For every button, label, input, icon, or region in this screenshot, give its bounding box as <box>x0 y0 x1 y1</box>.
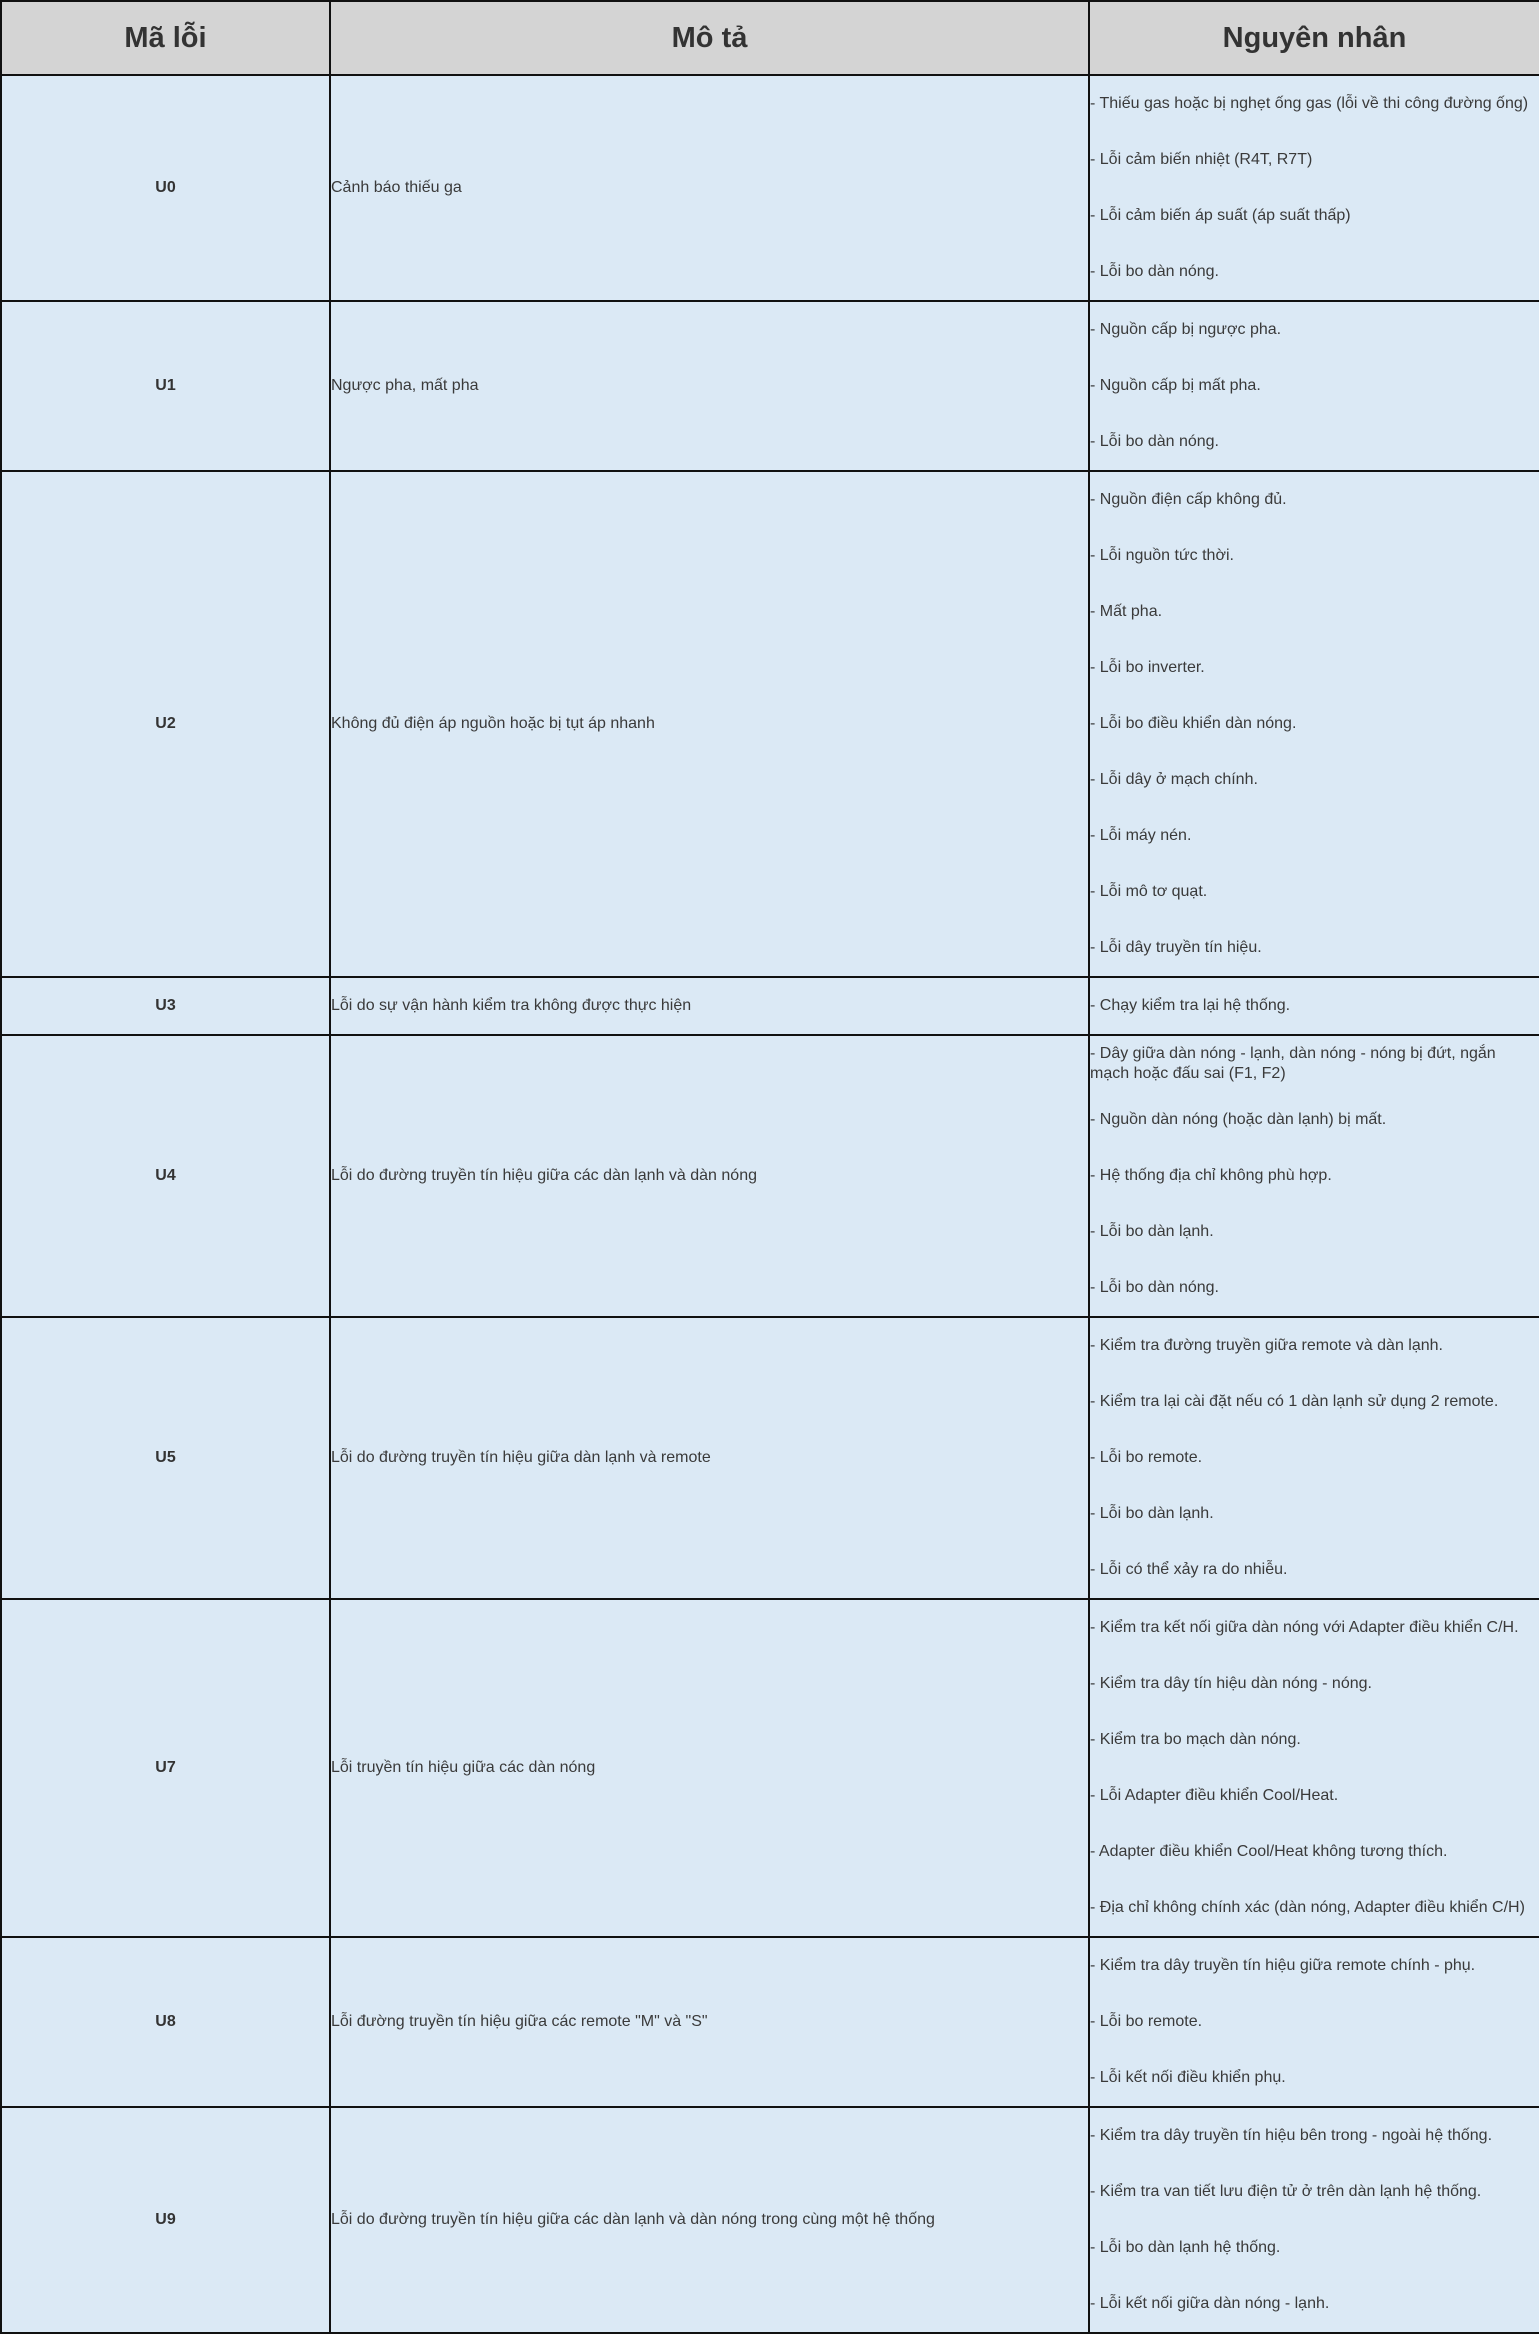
cause-item: - Thiếu gas hoặc bị nghẹt ống gas (lỗi về thi công đường ống) <box>1090 95 1529 112</box>
cause-item: - Hệ thống địa chỉ không phù hợp. <box>1090 1167 1332 1184</box>
cause-list <box>1090 1938 1539 2106</box>
table-row <box>1 1035 1539 1317</box>
error-description: Lỗi truyền tín hiệu giữa các dàn nóng <box>330 1599 1089 1937</box>
cause-item: - Địa chỉ không chính xác (dàn nóng, Adapter điều khiển C/H) <box>1090 1899 1525 1916</box>
cause-list <box>1090 1036 1539 1316</box>
cause-item: - Kiểm tra bo mạch dàn nóng. <box>1090 1731 1301 1748</box>
cause-item: - Mất pha. <box>1090 603 1163 620</box>
error-description: Không đủ điện áp nguồn hoặc bị tụt áp nhanh <box>330 471 1089 977</box>
cause-item: - Lỗi mô tơ quạt. <box>1090 883 1208 900</box>
error-causes <box>1089 471 1539 977</box>
error-code: U4 <box>1 1035 330 1317</box>
error-causes <box>1089 75 1539 301</box>
error-causes <box>1089 977 1539 1035</box>
error-causes <box>1089 2107 1539 2333</box>
cause-item: - Lỗi bo dàn lạnh. <box>1090 1223 1214 1240</box>
error-causes <box>1089 1599 1539 1937</box>
error-causes <box>1089 1035 1539 1317</box>
table-row <box>1 977 1539 1035</box>
table-row <box>1 1937 1539 2107</box>
cause-item: - Lỗi bo dàn nóng. <box>1090 433 1219 450</box>
cause-item: - Lỗi bo điều khiển dàn nóng. <box>1090 715 1297 732</box>
error-causes <box>1089 1937 1539 2107</box>
error-causes <box>1089 301 1539 471</box>
cause-item: - Lỗi bo dàn nóng. <box>1090 263 1219 280</box>
header-causes: Nguyên nhân <box>1089 1 1539 75</box>
error-causes <box>1089 1317 1539 1599</box>
table-row <box>1 1599 1539 1937</box>
table-row <box>1 471 1539 977</box>
error-description: Lỗi do đường truyền tín hiệu giữa các dàn lạnh và dàn nóng <box>330 1035 1089 1317</box>
cause-list <box>1090 1600 1539 1936</box>
header-description: Mô tả <box>330 1 1089 75</box>
cause-item: - Kiểm tra kết nối giữa dàn nóng với Adapter điều khiển C/H. <box>1090 1619 1519 1636</box>
cause-item: - Lỗi nguồn tức thời. <box>1090 547 1234 564</box>
table-row <box>1 2107 1539 2333</box>
cause-item: - Lỗi bo remote. <box>1090 1449 1203 1466</box>
cause-item: - Lỗi dây truyền tín hiệu. <box>1090 939 1262 956</box>
cause-list <box>1090 302 1539 470</box>
table-row <box>1 1317 1539 1599</box>
cause-list <box>1090 472 1539 976</box>
error-description: Lỗi đường truyền tín hiệu giữa các remote "M" và "S" <box>330 1937 1089 2107</box>
cause-item: - Lỗi bo remote. <box>1090 2013 1203 2030</box>
cause-item: - Lỗi cảm biến nhiệt (R4T, R7T) <box>1090 151 1313 168</box>
cause-item: - Lỗi dây ở mạch chính. <box>1090 771 1258 788</box>
header-row <box>1 1 1539 75</box>
cause-item: - Kiểm tra van tiết lưu điện tử ở trên dàn lạnh hệ thống. <box>1090 2183 1482 2200</box>
cause-item: - Lỗi bo dàn lạnh. <box>1090 1505 1214 1522</box>
error-description: Lỗi do đường truyền tín hiệu giữa các dàn lạnh và dàn nóng trong cùng một hệ thống <box>330 2107 1089 2333</box>
error-code: U1 <box>1 301 330 471</box>
cause-item: - Kiểm tra lại cài đặt nếu có 1 dàn lạnh sử dụng 2 remote. <box>1090 1393 1499 1410</box>
cause-item: - Nguồn cấp bị mất pha. <box>1090 377 1261 394</box>
cause-item: - Lỗi kết nối điều khiển phụ. <box>1090 2069 1286 2086</box>
table-row <box>1 75 1539 301</box>
cause-list <box>1090 2108 1539 2332</box>
cause-item: - Lỗi có thể xảy ra do nhiễu. <box>1090 1561 1288 1578</box>
cause-item: - Nguồn dàn nóng (hoặc dàn lạnh) bị mất. <box>1090 1111 1387 1128</box>
cause-item: - Lỗi kết nối giữa dàn nóng - lạnh. <box>1090 2295 1330 2312</box>
cause-item: - Chạy kiểm tra lại hệ thống. <box>1090 997 1291 1014</box>
cause-list <box>1090 1318 1539 1598</box>
error-code: U2 <box>1 471 330 977</box>
error-code: U7 <box>1 1599 330 1937</box>
table-row <box>1 301 1539 471</box>
error-code: U3 <box>1 977 330 1035</box>
cause-item: - Dây giữa dàn nóng - lạnh, dàn nóng - nóng bị đứt, ngắn mạch hoặc đấu sai (F1, F2) <box>1090 1045 1496 1082</box>
cause-item: - Lỗi Adapter điều khiển Cool/Heat. <box>1090 1787 1339 1804</box>
cause-item: - Nguồn điện cấp không đủ. <box>1090 491 1287 508</box>
cause-item: - Lỗi máy nén. <box>1090 827 1192 844</box>
cause-item: - Adapter điều khiển Cool/Heat không tương thích. <box>1090 1843 1448 1860</box>
cause-item: - Kiểm tra dây truyền tín hiệu bên trong - ngoài hệ thống. <box>1090 2127 1493 2144</box>
error-description: Ngược pha, mất pha <box>330 301 1089 471</box>
error-code: U8 <box>1 1937 330 2107</box>
cause-item: - Lỗi bo inverter. <box>1090 659 1205 676</box>
error-description: Lỗi do đường truyền tín hiệu giữa dàn lạnh và remote <box>330 1317 1089 1599</box>
error-description: Lỗi do sự vận hành kiểm tra không được thực hiện <box>330 977 1089 1035</box>
cause-item: - Lỗi bo dàn nóng. <box>1090 1279 1219 1296</box>
cause-item: - Nguồn cấp bị ngược pha. <box>1090 321 1282 338</box>
header-code: Mã lỗi <box>1 1 330 75</box>
cause-list <box>1090 76 1539 300</box>
cause-list <box>1090 978 1539 1034</box>
cause-item: - Kiểm tra dây tín hiệu dàn nóng - nóng. <box>1090 1675 1372 1692</box>
error-description: Cảnh báo thiếu ga <box>330 75 1089 301</box>
cause-item: - Lỗi cảm biến áp suất (áp suất thấp) <box>1090 207 1351 224</box>
error-code: U9 <box>1 2107 330 2333</box>
cause-item: - Lỗi bo dàn lạnh hệ thống. <box>1090 2239 1281 2256</box>
error-code: U0 <box>1 75 330 301</box>
error-code: U5 <box>1 1317 330 1599</box>
cause-item: - Kiểm tra đường truyền giữa remote và dàn lạnh. <box>1090 1337 1443 1354</box>
cause-item: - Kiểm tra dây truyền tín hiệu giữa remote chính - phụ. <box>1090 1957 1476 1974</box>
